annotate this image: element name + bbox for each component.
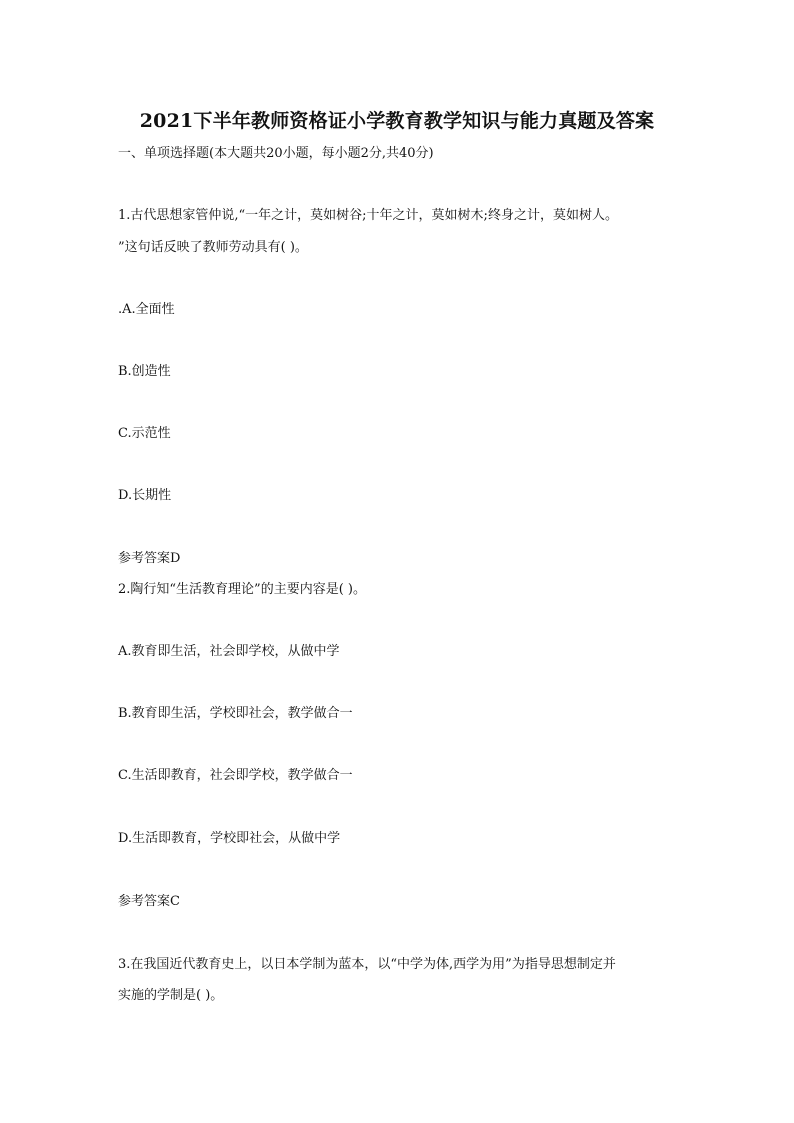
question-3-stem-line-2: 实施的学制是( )。 bbox=[118, 988, 224, 1003]
question-2-stem: 2.陶行知“生活教育理论”的主要内容是( )。 bbox=[118, 582, 366, 597]
question-2-option-b: B.教育即生活，学校即社会，教学做合一 bbox=[118, 706, 353, 721]
question-1-option-d: D.长期性 bbox=[118, 488, 172, 503]
question-2-option-a: A.教育即生活，社会即学校，从做中学 bbox=[118, 644, 340, 659]
question-1-option-b: B.创造性 bbox=[118, 364, 171, 379]
question-1-option-a: .A.全面性 bbox=[118, 302, 175, 317]
question-2-answer: 参考答案C bbox=[118, 894, 180, 909]
question-3-stem-line-1: 3.在我国近代教育史上，以日本学制为蓝本，以“中学为体,西学为用”为指导思想制定并 bbox=[118, 957, 616, 972]
question-1-stem-line-1: 1.古代思想家管仲说,“一年之计，莫如树谷;十年之计，莫如树木;终身之计，莫如树人。 bbox=[118, 208, 618, 223]
question-2-option-c: C.生活即教育，社会即学校，教学做合一 bbox=[118, 768, 353, 783]
question-2-option-d: D.生活即教育，学校即社会，从做中学 bbox=[118, 831, 341, 846]
document-title: 2021下半年教师资格证小学教育教学知识与能力真题及答案 bbox=[139, 110, 655, 132]
question-1-answer: 参考答案D bbox=[118, 551, 181, 566]
section-heading: 一、单项选择题(本大题共20小题，每小题2分,共40分) bbox=[118, 146, 434, 161]
question-1-option-c: C.示范性 bbox=[118, 426, 171, 441]
question-1-stem-line-2: ”这句话反映了教师劳动具有( )。 bbox=[118, 240, 308, 255]
